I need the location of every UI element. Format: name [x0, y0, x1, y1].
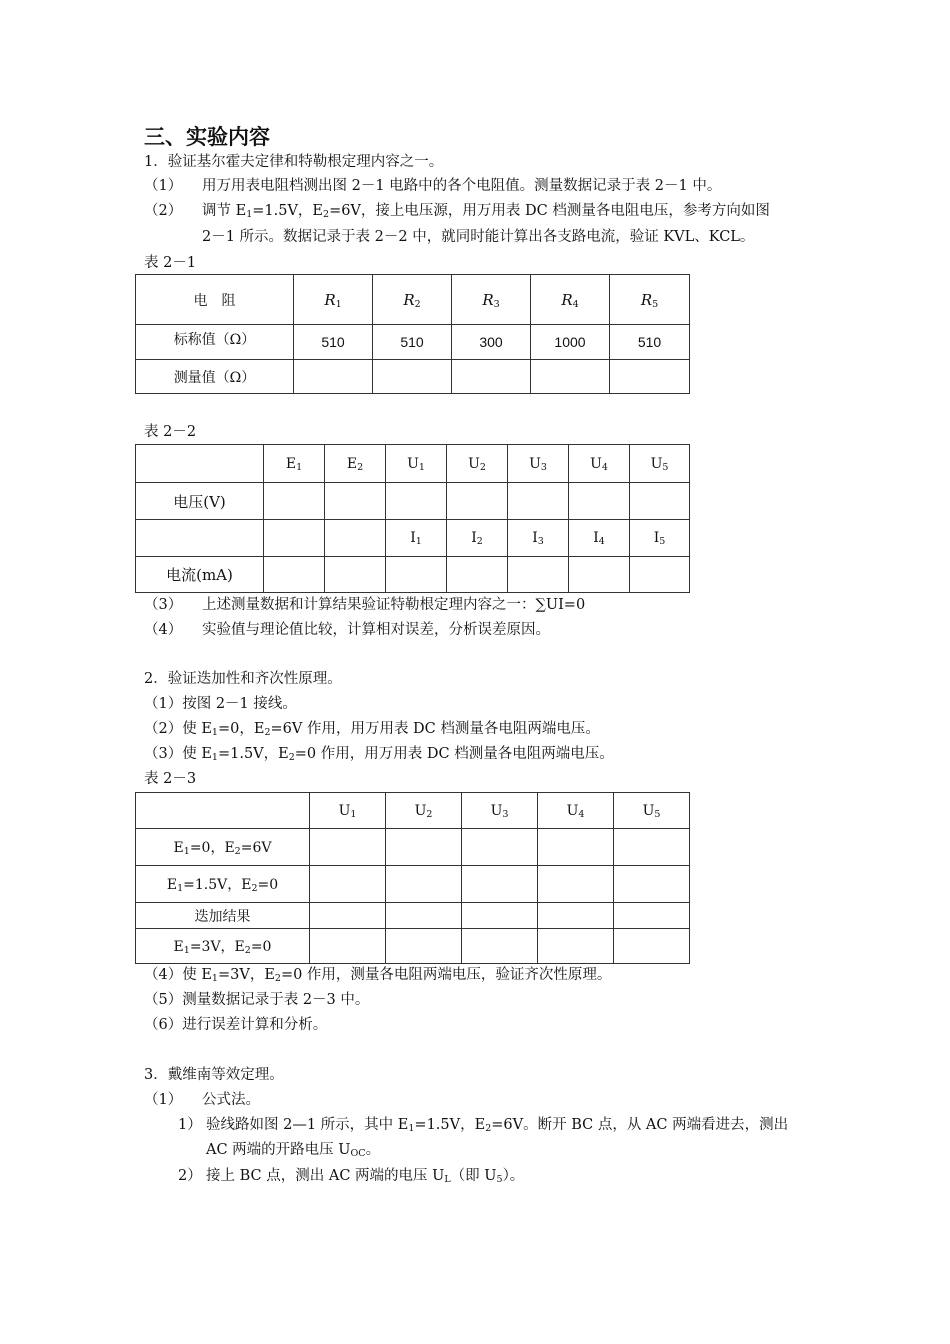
table2-cell — [386, 483, 447, 520]
table1-nominal-r1: 510 — [294, 325, 373, 360]
part3-sub-number: （1） — [144, 1092, 183, 1108]
table3-cell — [462, 929, 538, 964]
table2-current-label: 电流(mA) — [136, 557, 264, 593]
part3-step2-text: 接上 BC 点，测出 AC 两端的电压 $U_L$（即 $U_5$）。 — [206, 1168, 525, 1185]
part1-item1-number: （1） — [144, 178, 183, 194]
table1-nominal-r3: 300 — [452, 325, 531, 360]
table1-nominal-r5: 510 — [610, 325, 690, 360]
table2-cell — [447, 557, 508, 593]
table2-header-u2: $U_2$ — [447, 445, 508, 483]
table3-row-superposition: 迭加结果 — [136, 903, 310, 929]
table3-cell — [386, 829, 462, 866]
table1-row-measured-label: 测量值（Ω） — [136, 360, 294, 394]
part1-item2-text: 调节 $E_1=1.5V$，$E_2=6V$，接上电压源，用万用表 DC 档测量各电阻电压，参考方向如图 — [202, 203, 770, 220]
table2-corner-cell — [136, 445, 264, 483]
table1-header-label: 电 阻 — [136, 275, 294, 325]
table3-row-e1-1.5v-e2-0: $E_1=1.5V$，$E_2=0$ — [136, 866, 310, 903]
part2-heading: 2．验证迭加性和齐次性原理。 — [144, 671, 342, 687]
table3-cell — [462, 829, 538, 866]
table3-corner-cell — [136, 793, 310, 829]
part1-item2-number: （2） — [144, 203, 183, 219]
table3-cell — [538, 903, 614, 929]
table2-cell — [569, 557, 630, 593]
part2-step6: （6）进行误差计算和分析。 — [144, 1017, 328, 1033]
table3-cell — [462, 866, 538, 903]
table3-cell — [614, 903, 690, 929]
table1-header-r5: $R_5$ — [610, 275, 690, 325]
table1-measured-r5 — [610, 360, 690, 394]
part1-item3-number: （3） — [144, 597, 183, 613]
table1-nominal-r2: 510 — [373, 325, 452, 360]
table3-header-u5: $U_5$ — [614, 793, 690, 829]
table1-measured-r1 — [294, 360, 373, 394]
table3-row-e1-0-e2-6v: $E_1=0$，$E_2=6V$ — [136, 829, 310, 866]
table3-header-u3: $U_3$ — [462, 793, 538, 829]
table2-cell — [569, 483, 630, 520]
table2-cell — [630, 557, 690, 593]
table2-header-u4: $U_4$ — [569, 445, 630, 483]
table2-cell — [264, 557, 325, 593]
table3-caption: 表 2－3 — [144, 771, 197, 787]
table3-cell — [614, 829, 690, 866]
table-2-3 — [135, 792, 690, 964]
table2-voltage-label: 电压(V) — [136, 483, 264, 520]
table3-cell — [386, 929, 462, 964]
table2-header-u3: $U_3$ — [508, 445, 569, 483]
table1-nominal-r4: 1000 — [531, 325, 610, 360]
part1-item4-text: 实验值与理论值比较，计算相对误差，分析误差原因。 — [202, 622, 550, 638]
table1-header-r2: $R_2$ — [373, 275, 452, 325]
part3-step1-text: 验线路如图 2—1 所示，其中 $E_1=1.5V$，$E_2=6V$。断开 BC 点，从 AC 两端看进去，测出 — [206, 1117, 789, 1134]
table1-measured-r3 — [452, 360, 531, 394]
section-title: 三、实验内容 — [144, 125, 270, 149]
table1-row-nominal-label: 标称值（Ω） — [136, 325, 294, 360]
table2-cell — [264, 483, 325, 520]
table1-caption: 表 2－1 — [144, 255, 197, 271]
table2-cell — [325, 483, 386, 520]
part1-item4-number: （4） — [144, 622, 183, 638]
part1-item1-text: 用万用表电阻档测出图 2－1 电路中的各个电阻值。测量数据记录于表 2－1 中。 — [202, 178, 722, 194]
table2-header-u1: $U_1$ — [386, 445, 447, 483]
table3-cell — [310, 866, 386, 903]
table1-header-r1: $R_1$ — [294, 275, 373, 325]
table3-cell — [310, 929, 386, 964]
part2-step3: （3）使 $E_1=1.5V$，$E_2=0$ 作用，用万用表 DC 档测量各电阻两端电压。 — [144, 746, 614, 763]
part1-heading: 1．验证基尔霍夫定律和特勒根定理内容之一。 — [144, 154, 444, 170]
table2-cell — [508, 557, 569, 593]
part2-step1: （1）按图 2－1 接线。 — [144, 696, 297, 712]
table2-caption: 表 2－2 — [144, 424, 197, 440]
table1-measured-r4 — [531, 360, 610, 394]
part2-step2: （2）使 $E_1=0$，$E_2=6V$ 作用，用万用表 DC 档测量各电阻两端电压。 — [144, 721, 600, 738]
part3-sub-text: 公式法。 — [202, 1092, 260, 1108]
table3-cell — [538, 929, 614, 964]
table3-header-u2: $U_2$ — [386, 793, 462, 829]
table3-cell — [538, 829, 614, 866]
table1-measured-r2 — [373, 360, 452, 394]
part3-step2-number: 2） — [178, 1168, 202, 1184]
table-2-2 — [135, 444, 690, 593]
table3-row-e1-3v-e2-0: $E_1=3V$，$E_2=0$ — [136, 929, 310, 964]
part3-heading: 3．戴维南等效定理。 — [144, 1067, 284, 1083]
table3-header-u1: $U_1$ — [310, 793, 386, 829]
part3-step1-text-line2: AC 两端的开路电压 $U_{OC}$。 — [206, 1142, 381, 1159]
table2-cell — [325, 557, 386, 593]
table2-cell — [264, 520, 325, 557]
part2-step5: （5）测量数据记录于表 2－3 中。 — [144, 992, 370, 1008]
table2-header-u5: $U_5$ — [630, 445, 690, 483]
table1-header-r3: $R_3$ — [452, 275, 531, 325]
table2-header-e1: $E_1$ — [264, 445, 325, 483]
table-2-1 — [135, 274, 690, 394]
table1-header-r4: $R_4$ — [531, 275, 610, 325]
table2-cell — [630, 483, 690, 520]
table3-cell — [538, 866, 614, 903]
table2-cell — [325, 520, 386, 557]
table3-cell — [386, 903, 462, 929]
table3-cell — [462, 903, 538, 929]
table2-header-i5: $I_5$ — [630, 520, 690, 557]
table3-header-u4: $U_4$ — [538, 793, 614, 829]
table2-header-e2: $E_2$ — [325, 445, 386, 483]
part3-step1-number: 1） — [178, 1117, 202, 1133]
table3-cell — [310, 829, 386, 866]
table2-header-i4: $I_4$ — [569, 520, 630, 557]
table3-cell — [614, 929, 690, 964]
table3-cell — [310, 903, 386, 929]
part1-item2-text-line2: 2－1 所示。数据记录于表 2－2 中，就同时能计算出各支路电流，验证 KVL、KCL。 — [202, 229, 755, 245]
table2-header-i3: $I_3$ — [508, 520, 569, 557]
table3-cell — [386, 866, 462, 903]
part1-item3-text: 上述测量数据和计算结果验证特勒根定理内容之一：∑UI=0 — [202, 597, 586, 613]
table2-header-i2: $I_2$ — [447, 520, 508, 557]
table2-cell — [447, 483, 508, 520]
table2-cell — [136, 520, 264, 557]
part2-step4: （4）使 $E_1=3V$，$E_2=0$ 作用，测量各电阻两端电压，验证齐次性原理。 — [144, 967, 612, 984]
table2-cell — [386, 557, 447, 593]
table3-cell — [614, 866, 690, 903]
table2-cell — [508, 483, 569, 520]
table2-header-i1: $I_1$ — [386, 520, 447, 557]
